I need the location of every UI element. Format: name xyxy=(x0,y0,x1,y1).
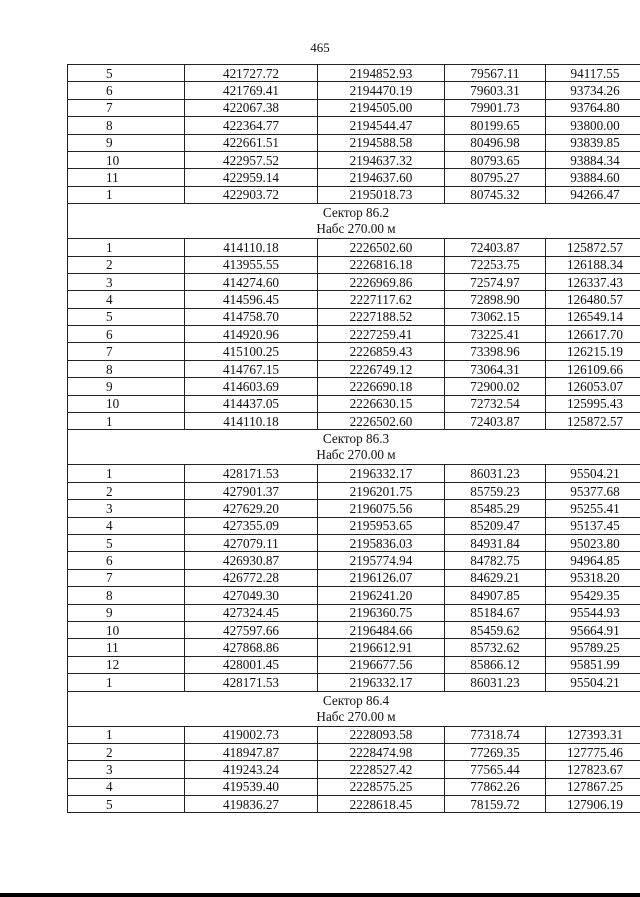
sector-height: Набс 270.00 м xyxy=(316,708,396,724)
point-number-cell: 9 xyxy=(68,378,185,395)
point-number-cell: 3 xyxy=(68,500,185,517)
local-y-cell: 126188.34 xyxy=(546,256,640,273)
local-y-cell: 93884.60 xyxy=(546,169,640,186)
sector-title: Сектор 86.3 xyxy=(322,431,390,447)
local-y-cell: 127906.19 xyxy=(546,796,640,813)
local-x-cell: 72900.02 xyxy=(445,378,546,395)
y-coordinate-cell: 2194588.58 xyxy=(318,134,445,151)
local-x-cell: 72732.54 xyxy=(445,395,546,412)
y-coordinate-cell: 2194637.32 xyxy=(318,151,445,168)
point-number-cell: 1 xyxy=(68,465,185,482)
x-coordinate-cell: 414437.05 xyxy=(185,395,318,412)
point-number-cell: 5 xyxy=(68,796,185,813)
x-coordinate-cell: 414758.70 xyxy=(185,308,318,325)
local-y-cell: 127823.67 xyxy=(546,761,640,778)
local-x-cell: 79567.11 xyxy=(445,65,546,82)
point-number-cell: 6 xyxy=(68,326,185,343)
x-coordinate-cell: 421769.41 xyxy=(185,82,318,99)
x-coordinate-cell: 426930.87 xyxy=(185,552,318,569)
local-y-cell: 95504.21 xyxy=(546,465,640,482)
local-y-cell: 95789.25 xyxy=(546,639,640,656)
y-coordinate-cell: 2196612.91 xyxy=(318,639,445,656)
point-number-cell: 9 xyxy=(68,134,185,151)
y-coordinate-cell: 2196075.56 xyxy=(318,500,445,517)
x-coordinate-cell: 427324.45 xyxy=(185,604,318,621)
point-number-cell: 9 xyxy=(68,604,185,621)
local-y-cell: 95664.91 xyxy=(546,621,640,638)
local-y-cell: 95255.41 xyxy=(546,500,640,517)
x-coordinate-cell: 422364.77 xyxy=(185,117,318,134)
x-coordinate-cell: 427868.86 xyxy=(185,639,318,656)
local-y-cell: 95377.68 xyxy=(546,482,640,499)
x-coordinate-cell: 414596.45 xyxy=(185,291,318,308)
point-number-cell: 6 xyxy=(68,552,185,569)
point-number-cell: 1 xyxy=(68,726,185,743)
table-row xyxy=(68,413,640,430)
point-number-cell: 5 xyxy=(68,534,185,551)
x-coordinate-cell: 418947.87 xyxy=(185,743,318,760)
local-x-cell: 77862.26 xyxy=(445,778,546,795)
table-row xyxy=(68,378,640,395)
sector-header-cell xyxy=(68,204,640,239)
local-x-cell: 72253.75 xyxy=(445,256,546,273)
y-coordinate-cell: 2194470.19 xyxy=(318,82,445,99)
table-row xyxy=(68,500,640,517)
y-coordinate-cell: 2196360.75 xyxy=(318,604,445,621)
local-x-cell: 77565.44 xyxy=(445,761,546,778)
y-coordinate-cell: 2194637.60 xyxy=(318,169,445,186)
table-row xyxy=(68,65,640,82)
table-row xyxy=(68,465,640,482)
y-coordinate-cell: 2226816.18 xyxy=(318,256,445,273)
x-coordinate-cell: 415100.25 xyxy=(185,343,318,360)
table-row xyxy=(68,656,640,673)
table-row xyxy=(68,778,640,795)
y-coordinate-cell: 2196332.17 xyxy=(318,674,445,691)
sector-header-row xyxy=(68,204,640,239)
x-coordinate-cell: 427355.09 xyxy=(185,517,318,534)
point-number-cell: 5 xyxy=(68,65,185,82)
table-row xyxy=(68,169,640,186)
point-number-cell: 1 xyxy=(68,674,185,691)
local-x-cell: 73064.31 xyxy=(445,360,546,377)
point-number-cell: 1 xyxy=(68,413,185,430)
table-row xyxy=(68,82,640,99)
point-number-cell: 8 xyxy=(68,117,185,134)
local-x-cell: 73398.96 xyxy=(445,343,546,360)
local-x-cell: 85732.62 xyxy=(445,639,546,656)
local-x-cell: 85209.47 xyxy=(445,517,546,534)
point-number-cell: 11 xyxy=(68,639,185,656)
x-coordinate-cell: 427597.66 xyxy=(185,621,318,638)
coordinates-table xyxy=(67,64,640,813)
point-number-cell: 10 xyxy=(68,151,185,168)
y-coordinate-cell: 2228618.45 xyxy=(318,796,445,813)
table-row xyxy=(68,604,640,621)
local-y-cell: 95544.93 xyxy=(546,604,640,621)
table-row xyxy=(68,761,640,778)
x-coordinate-cell: 421727.72 xyxy=(185,65,318,82)
point-number-cell: 6 xyxy=(68,82,185,99)
local-y-cell: 126053.07 xyxy=(546,378,640,395)
coordinates-table-body xyxy=(68,65,640,813)
x-coordinate-cell: 419243.24 xyxy=(185,761,318,778)
local-y-cell: 125995.43 xyxy=(546,395,640,412)
local-x-cell: 85459.62 xyxy=(445,621,546,638)
table-row xyxy=(68,256,640,273)
local-y-cell: 125872.57 xyxy=(546,239,640,256)
local-x-cell: 79603.31 xyxy=(445,82,546,99)
local-x-cell: 84782.75 xyxy=(445,552,546,569)
y-coordinate-cell: 2196484.66 xyxy=(318,621,445,638)
x-coordinate-cell: 427079.11 xyxy=(185,534,318,551)
y-coordinate-cell: 2228575.25 xyxy=(318,778,445,795)
point-number-cell: 2 xyxy=(68,743,185,760)
table-row xyxy=(68,308,640,325)
page-number: 465 xyxy=(310,40,330,55)
table-row xyxy=(68,674,640,691)
y-coordinate-cell: 2195836.03 xyxy=(318,534,445,551)
local-y-cell: 127393.31 xyxy=(546,726,640,743)
point-number-cell: 10 xyxy=(68,621,185,638)
table-row xyxy=(68,99,640,116)
local-x-cell: 85759.23 xyxy=(445,482,546,499)
local-y-cell: 95504.21 xyxy=(546,674,640,691)
x-coordinate-cell: 413955.55 xyxy=(185,256,318,273)
local-y-cell: 95851.99 xyxy=(546,656,640,673)
table-row xyxy=(68,726,640,743)
point-number-cell: 10 xyxy=(68,395,185,412)
point-number-cell: 2 xyxy=(68,256,185,273)
y-coordinate-cell: 2195774.94 xyxy=(318,552,445,569)
local-x-cell: 72403.87 xyxy=(445,239,546,256)
local-x-cell: 72574.97 xyxy=(445,273,546,290)
x-coordinate-cell: 422959.14 xyxy=(185,169,318,186)
y-coordinate-cell: 2196201.75 xyxy=(318,482,445,499)
point-number-cell: 7 xyxy=(68,99,185,116)
point-number-cell: 7 xyxy=(68,569,185,586)
local-x-cell: 84931.84 xyxy=(445,534,546,551)
table-row xyxy=(68,343,640,360)
point-number-cell: 4 xyxy=(68,778,185,795)
table-row xyxy=(68,639,640,656)
sector-height: Набс 270.00 м xyxy=(316,221,396,237)
x-coordinate-cell: 414767.15 xyxy=(185,360,318,377)
y-coordinate-cell: 2195953.65 xyxy=(318,517,445,534)
local-y-cell: 126337.43 xyxy=(546,273,640,290)
local-x-cell: 79901.73 xyxy=(445,99,546,116)
x-coordinate-cell: 414920.96 xyxy=(185,326,318,343)
sector-header-cell xyxy=(68,691,640,726)
table-row xyxy=(68,291,640,308)
local-x-cell: 72403.87 xyxy=(445,413,546,430)
y-coordinate-cell: 2227259.41 xyxy=(318,326,445,343)
table-row xyxy=(68,395,640,412)
point-number-cell: 8 xyxy=(68,587,185,604)
local-x-cell: 80795.27 xyxy=(445,169,546,186)
x-coordinate-cell: 419836.27 xyxy=(185,796,318,813)
table-row xyxy=(68,326,640,343)
local-y-cell: 95023.80 xyxy=(546,534,640,551)
x-coordinate-cell: 414110.18 xyxy=(185,413,318,430)
local-y-cell: 94117.55 xyxy=(546,65,640,82)
local-y-cell: 93884.34 xyxy=(546,151,640,168)
local-x-cell: 84907.85 xyxy=(445,587,546,604)
x-coordinate-cell: 426772.28 xyxy=(185,569,318,586)
local-y-cell: 127867.25 xyxy=(546,778,640,795)
x-coordinate-cell: 422067.38 xyxy=(185,99,318,116)
local-x-cell: 73225.41 xyxy=(445,326,546,343)
x-coordinate-cell: 422957.52 xyxy=(185,151,318,168)
x-coordinate-cell: 428171.53 xyxy=(185,465,318,482)
sector-header-cell xyxy=(68,430,640,465)
table-row xyxy=(68,239,640,256)
y-coordinate-cell: 2226502.60 xyxy=(318,413,445,430)
y-coordinate-cell: 2226502.60 xyxy=(318,239,445,256)
local-y-cell: 93734.26 xyxy=(546,82,640,99)
x-coordinate-cell: 422661.51 xyxy=(185,134,318,151)
y-coordinate-cell: 2226630.15 xyxy=(318,395,445,412)
y-coordinate-cell: 2194505.00 xyxy=(318,99,445,116)
local-y-cell: 93764.80 xyxy=(546,99,640,116)
local-x-cell: 84629.21 xyxy=(445,569,546,586)
local-x-cell: 72898.90 xyxy=(445,291,546,308)
scan-bottom-border xyxy=(0,893,640,897)
local-y-cell: 93800.00 xyxy=(546,117,640,134)
y-coordinate-cell: 2195018.73 xyxy=(318,186,445,203)
local-y-cell: 127775.46 xyxy=(546,743,640,760)
point-number-cell: 11 xyxy=(68,169,185,186)
point-number-cell: 3 xyxy=(68,761,185,778)
sector-title: Сектор 86.2 xyxy=(322,205,390,221)
x-coordinate-cell: 427901.37 xyxy=(185,482,318,499)
y-coordinate-cell: 2226749.12 xyxy=(318,360,445,377)
y-coordinate-cell: 2226859.43 xyxy=(318,343,445,360)
y-coordinate-cell: 2194544.47 xyxy=(318,117,445,134)
table-row xyxy=(68,569,640,586)
table-row xyxy=(68,621,640,638)
table-row xyxy=(68,534,640,551)
point-number-cell: 2 xyxy=(68,482,185,499)
local-x-cell: 85184.67 xyxy=(445,604,546,621)
local-y-cell: 94964.85 xyxy=(546,552,640,569)
local-y-cell: 125872.57 xyxy=(546,413,640,430)
y-coordinate-cell: 2228527.42 xyxy=(318,761,445,778)
point-number-cell: 4 xyxy=(68,291,185,308)
y-coordinate-cell: 2228093.58 xyxy=(318,726,445,743)
point-number-cell: 3 xyxy=(68,273,185,290)
x-coordinate-cell: 419539.40 xyxy=(185,778,318,795)
x-coordinate-cell: 414110.18 xyxy=(185,239,318,256)
y-coordinate-cell: 2227117.62 xyxy=(318,291,445,308)
y-coordinate-cell: 2226690.18 xyxy=(318,378,445,395)
point-number-cell: 4 xyxy=(68,517,185,534)
y-coordinate-cell: 2196677.56 xyxy=(318,656,445,673)
y-coordinate-cell: 2226969.86 xyxy=(318,273,445,290)
table-row xyxy=(68,117,640,134)
table-row xyxy=(68,587,640,604)
y-coordinate-cell: 2196332.17 xyxy=(318,465,445,482)
table-row xyxy=(68,796,640,813)
y-coordinate-cell: 2227188.52 xyxy=(318,308,445,325)
x-coordinate-cell: 419002.73 xyxy=(185,726,318,743)
local-y-cell: 126109.66 xyxy=(546,360,640,377)
point-number-cell: 8 xyxy=(68,360,185,377)
table-row xyxy=(68,360,640,377)
sector-header-row xyxy=(68,691,640,726)
table-row xyxy=(68,273,640,290)
x-coordinate-cell: 422903.72 xyxy=(185,186,318,203)
y-coordinate-cell: 2194852.93 xyxy=(318,65,445,82)
local-x-cell: 77318.74 xyxy=(445,726,546,743)
local-y-cell: 126549.14 xyxy=(546,308,640,325)
local-x-cell: 80199.65 xyxy=(445,117,546,134)
x-coordinate-cell: 428171.53 xyxy=(185,674,318,691)
local-x-cell: 78159.72 xyxy=(445,796,546,813)
point-number-cell: 7 xyxy=(68,343,185,360)
sector-height: Набс 270.00 м xyxy=(316,447,396,463)
local-y-cell: 126215.19 xyxy=(546,343,640,360)
x-coordinate-cell: 428001.45 xyxy=(185,656,318,673)
y-coordinate-cell: 2196241.20 xyxy=(318,587,445,604)
local-y-cell: 126480.57 xyxy=(546,291,640,308)
table-row xyxy=(68,151,640,168)
point-number-cell: 5 xyxy=(68,308,185,325)
local-x-cell: 80793.65 xyxy=(445,151,546,168)
sector-header-row xyxy=(68,430,640,465)
local-x-cell: 85866.12 xyxy=(445,656,546,673)
x-coordinate-cell: 414274.60 xyxy=(185,273,318,290)
table-row xyxy=(68,482,640,499)
sector-title: Сектор 86.4 xyxy=(322,692,390,708)
local-x-cell: 77269.35 xyxy=(445,743,546,760)
local-y-cell: 95137.45 xyxy=(546,517,640,534)
local-x-cell: 86031.23 xyxy=(445,674,546,691)
local-x-cell: 86031.23 xyxy=(445,465,546,482)
y-coordinate-cell: 2196126.07 xyxy=(318,569,445,586)
table-row xyxy=(68,134,640,151)
local-x-cell: 73062.15 xyxy=(445,308,546,325)
table-row xyxy=(68,552,640,569)
local-x-cell: 80745.32 xyxy=(445,186,546,203)
point-number-cell: 1 xyxy=(68,239,185,256)
local-x-cell: 80496.98 xyxy=(445,134,546,151)
local-y-cell: 95318.20 xyxy=(546,569,640,586)
local-y-cell: 95429.35 xyxy=(546,587,640,604)
local-y-cell: 93839.85 xyxy=(546,134,640,151)
point-number-cell: 1 xyxy=(68,186,185,203)
x-coordinate-cell: 427629.20 xyxy=(185,500,318,517)
x-coordinate-cell: 427049.30 xyxy=(185,587,318,604)
local-x-cell: 85485.29 xyxy=(445,500,546,517)
local-y-cell: 126617.70 xyxy=(546,326,640,343)
table-row xyxy=(68,743,640,760)
x-coordinate-cell: 414603.69 xyxy=(185,378,318,395)
y-coordinate-cell: 2228474.98 xyxy=(318,743,445,760)
table-row xyxy=(68,186,640,203)
table-row xyxy=(68,517,640,534)
point-number-cell: 12 xyxy=(68,656,185,673)
local-y-cell: 94266.47 xyxy=(546,186,640,203)
